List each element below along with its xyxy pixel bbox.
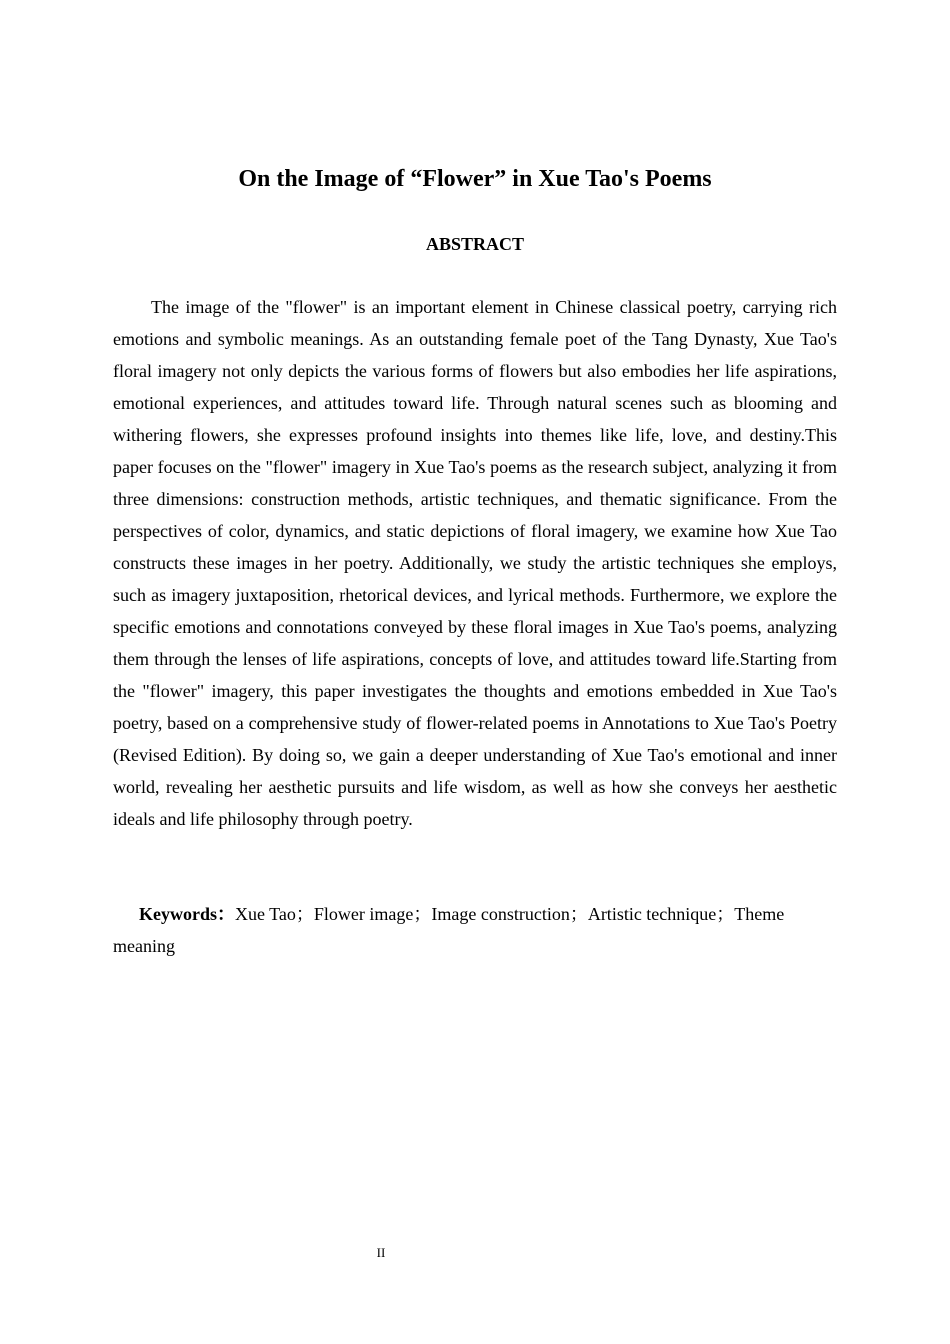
keywords-label: Keywords： — [139, 904, 235, 924]
paper-title: On the Image of “Flower” in Xue Tao's Poems — [238, 166, 712, 192]
page-number: II — [376, 1245, 386, 1260]
keywords-paragraph — [113, 898, 837, 962]
abstract-body: The image of the "flower" is an important element in Chinese classical poetry, carrying rich emotions and symbolic meanings. As an outstanding female poet of the Tang Dynasty, Xue Tao's floral imagery not only depicts the various forms of flowers but also embodies her life aspirations, emotional experiences, and attitudes toward life. Through natural scenes such as blooming and withering flowers, she expresses profound insights into themes like life, love, and destiny.This paper focuses on the "flower" imagery in Xue Tao's poems as the research subject, analyzing it from three dimensions: construction methods, artistic techniques, and thematic significance. From the perspectives of color, dynamics, and static depictions of floral imagery, we examine how Xue Tao constructs these images in her poetry. Additionally, we study the artistic techniques she employs, such as imagery juxtaposition, rhetorical devices, and lyrical methods. Furthermore, we explore the specific emotions and connotations conveyed by these floral images in Xue Tao's poems, analyzing them through the lenses of life aspirations, concepts of love, and attitudes toward life.Starting from the "flower" imagery, this paper investigates the thoughts and emotions embedded in Xue Tao's poetry, based on a comprehensive study of flower-related poems in Annotations to Xue Tao's Poetry (Revised Edition). By doing so, we gain a deeper understanding of Xue Tao's emotional and inner world, revealing her aesthetic pursuits and life wisdom, as well as how she conveys her aesthetic ideals and life philosophy through poetry. — [113, 297, 837, 829]
abstract-heading: ABSTRACT — [425, 234, 525, 254]
keywords-list: Xue Tao；Flower image；Image construction；Artistic technique；Theme meaning — [113, 904, 785, 956]
